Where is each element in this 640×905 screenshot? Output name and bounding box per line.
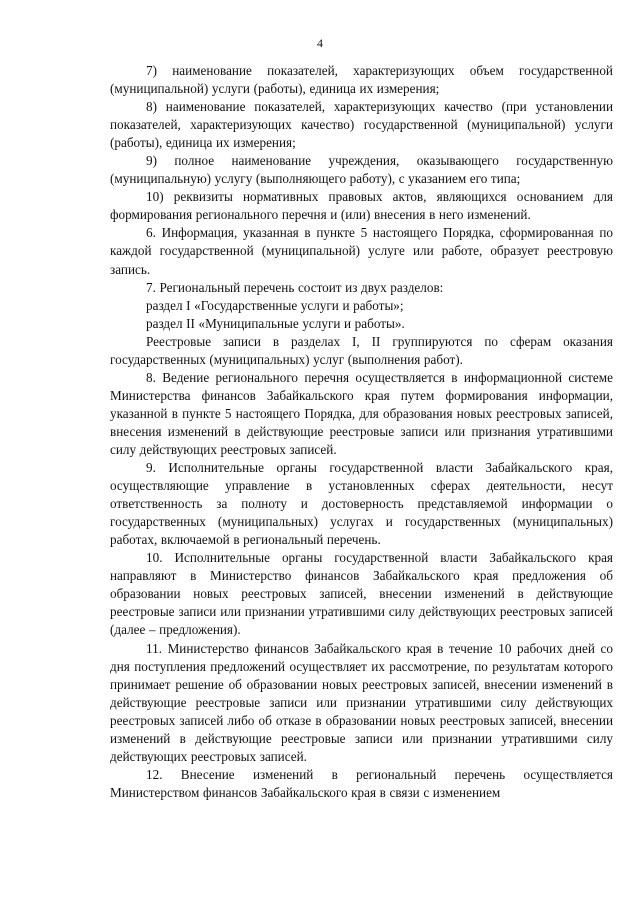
document-body xyxy=(110,62,613,802)
paragraph-clause-11: 11. Министерство финансов Забайкальского края в течение 10 рабочих дней со дня поступления предложений осуществляет их рассмотрение, по результатам которого принимает решение об образовании новых реестровых записей, внесении изменений в действующие реестровые записи или признании утратившими силу действующих реестровых записей либо об отказе в образовании новых реестровых записей, внесении изменений в действующие реестровые записи или признании утратившими силу действующих реестровых записей. xyxy=(110,640,613,764)
paragraph-section-2: раздел II «Муниципальные услуги и работы». xyxy=(146,315,405,331)
paragraph-item-7: 7) наименование показателей, характеризующих объем государственной (муниципальной) услуги (работы), единица их измерения; xyxy=(110,63,613,97)
paragraph-item-8: 8) наименование показателей, характеризующих качество (при установлении показателей, характеризующих качество) государственной (муниципальной) услуги (работы), единица их измерения; xyxy=(110,99,613,151)
paragraph-item-10: 10) реквизиты нормативных правовых актов, являющихся основанием для формирования регионального перечня и (или) внесения в него изменений. xyxy=(110,189,613,223)
paragraph-grouping: Реестровые записи в разделах I, II группируются по сферам оказания государственных (муниципальных) услуг (выполнения работ). xyxy=(110,333,613,367)
paragraph-clause-7: 7. Региональный перечень состоит из двух разделов: xyxy=(146,279,444,295)
paragraph-clause-8: 8. Ведение регионального перечня осуществляется в информационной системе Министерства финансов Забайкальского края путем формирования информации, указанной в пункте 5 настоящего Порядка, для образования новых реестровых записей, внесения изменений в действующие реестровые записи или признания утратившими силу действующих реестровых записей. xyxy=(110,369,613,457)
paragraph-clause-10: 10. Исполнительные органы государственной власти Забайкальского края направляют в Министерство финансов Забайкальского края предложения об образовании новых реестровых записей, внесении изменений в действующие реестровые записи или признании утратившими силу действующих реестровых записей (далее – предложения). xyxy=(110,550,613,638)
paragraph-item-9: 9) полное наименование учреждения, оказывающего государственную (муниципальную) услугу (выполняющего работу), с указанием его типа; xyxy=(110,153,613,187)
paragraph-clause-12: 12. Внесение изменений в региональный перечень осуществляется Министерством финансов Забайкальского края в связи с изменением xyxy=(110,766,613,800)
page-number: 4 xyxy=(317,36,323,50)
paragraph-clause-6: 6. Информация, указанная в пункте 5 настоящего Порядка, сформированная по каждой государственной (муниципальной) услуге или работе, образует реестровую запись. xyxy=(110,225,613,277)
paragraph-section-1: раздел I «Государственные услуги и работы»; xyxy=(146,297,404,313)
paragraph-clause-9: 9. Исполнительные органы государственной власти Забайкальского края, осуществляющие управление в установленных сферах деятельности, несут ответственность за полноту и достоверность представляемой информации о государственных (муниципальных) услугах и государственных (муниципальных) работах, включаемой в региональный перечень. xyxy=(110,460,613,548)
